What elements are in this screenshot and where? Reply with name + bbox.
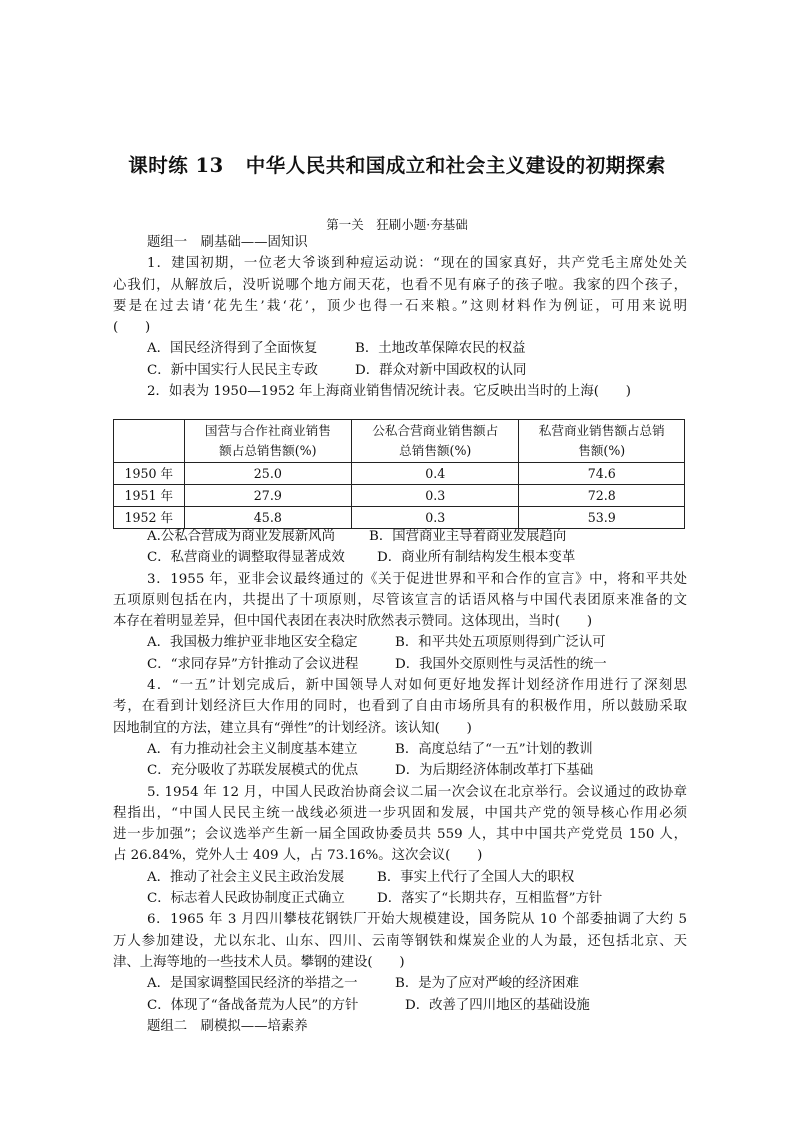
table-header-cell: 公私合营商业销售额占 总销售额(%) — [352, 420, 519, 463]
option-b[interactable]: B．和平共处五项原则得到广泛认可 — [395, 635, 606, 651]
option-d[interactable]: D．落实了“长期共存，互相监督”方针 — [377, 891, 603, 907]
table-header-row — [114, 420, 685, 463]
table-cell: 72.8 — [519, 485, 685, 507]
table-year-cell: 1950 年 — [114, 463, 185, 485]
option-a[interactable]: A．国民经济得到了全面恢复 — [147, 341, 318, 357]
question-1-options-row — [113, 360, 687, 381]
lesson-title: 中华人民共和国成立和社会主义建设的初期探索 — [245, 154, 666, 177]
option-a[interactable]: A．是国家调整国民经济的举措之一 — [147, 976, 358, 992]
option-b[interactable]: B．高度总结了“一五”计划的教训 — [395, 741, 593, 757]
lesson-number: 课时练 13 — [128, 154, 224, 177]
question-6-options-row — [113, 973, 687, 994]
table-cell: 27.9 — [184, 485, 351, 507]
option-d[interactable]: D．商业所有制结构发生根本变革 — [377, 550, 576, 566]
option-d[interactable]: D．改善了四川地区的基础设施 — [405, 997, 590, 1013]
question-1-options-row — [113, 338, 687, 359]
question-5-options-row — [113, 867, 687, 888]
question-1-line: 要是在过去请‘花先生’栽‘花’，顶少也得一石来粮。”这则材料作为例证，可用来说明 — [113, 298, 687, 314]
option-a[interactable]: A．有力推动社会主义制度基本建立 — [147, 741, 358, 757]
group-heading-1: 题组一 刷基础——固知识 — [147, 235, 308, 250]
question-2-stem: 2．如表为 1950—1952 年上海商业销售情况统计表。它反映出当时的上海( ) — [147, 384, 631, 400]
table-header-cell: 私营商业销售额占总销 售额(%) — [519, 420, 685, 463]
option-d[interactable]: D．我国外交原则性与灵活性的统一 — [395, 656, 607, 672]
question-5-options-row — [113, 888, 687, 909]
question-3-options-row — [113, 632, 687, 653]
table-cell: 74.6 — [519, 463, 685, 485]
question-5-line: 占 26.84%，党外人士 409 人，占 73.16%。这次会议( ) — [113, 848, 483, 864]
table-cell: 45.8 — [184, 507, 351, 529]
page-title — [0, 150, 794, 178]
question-4-line: 因地制宜的方法，建立具有“弹性”的计划经济。该认知( ) — [113, 720, 472, 736]
question-6-options-row — [113, 995, 687, 1016]
question-3-line: 本存在着明显差异，但中国代表团在表决时欣然表示赞同。这体现出，当时( ) — [113, 614, 593, 630]
question-3 — [113, 569, 687, 675]
option-a[interactable]: A.公私合营成为商业发展新风尚 — [147, 529, 336, 544]
option-a[interactable]: A．推动了社会主义民主政治发展 — [147, 869, 345, 885]
table-cell: 0.3 — [352, 485, 519, 507]
question-1-line: ( ) — [113, 320, 151, 336]
option-c[interactable]: C．私营商业的调整取得显著成效 — [147, 550, 345, 566]
table-cell: 53.9 — [519, 507, 685, 529]
question-4-line: 4．“一五”计划完成后，新中国领导人对如何更好地发挥计划经济作用进行了深刻思 — [147, 678, 687, 694]
option-c[interactable]: C．充分吸收了苏联发展模式的优点 — [147, 763, 359, 779]
group-heading-2: 题组二 刷模拟——培素养 — [147, 1018, 308, 1034]
question-5-line: 5. 1954 年 12 月，中国人民政治协商会议二届一次会议在北京举行。会议通过的政协章 — [147, 784, 687, 800]
question-4-options-row — [113, 760, 687, 781]
question-4 — [113, 675, 687, 781]
question-6-line: 津、上海等地的一些技术人员。攀钢的建设( ) — [113, 954, 405, 970]
option-b[interactable]: B．土地改革保障农民的权益 — [355, 341, 526, 357]
option-d[interactable]: D．群众对新中国政权的认同 — [355, 362, 527, 378]
option-c[interactable]: C．“求同存异”方针推动了会议进程 — [147, 656, 359, 672]
question-2-options-row — [113, 547, 687, 568]
question-6 — [113, 909, 687, 1015]
question-1 — [113, 253, 687, 381]
question-3-options-row — [113, 654, 687, 675]
question-2-options-row — [113, 526, 687, 547]
table-year-cell: 1952 年 — [114, 507, 185, 529]
question-6-line: 万人参加建设，尤以东北、山东、四川、云南等钢铁和煤炭企业的人为最，还包括北京、天 — [113, 933, 687, 949]
upper-content — [113, 232, 687, 402]
question-6-line: 6．1965 年 3 月四川攀枝花钢铁厂开始大规模建设，国务院从 10 个部委抽调了大约 5 — [147, 912, 687, 928]
table-cell: 0.3 — [352, 507, 519, 529]
option-c[interactable]: C．新中国实行人民民主专政 — [147, 362, 318, 378]
option-b[interactable]: B．是为了应对严峻的经济困难 — [395, 976, 579, 992]
table-cell: 25.0 — [184, 463, 351, 485]
option-c[interactable]: C．标志着人民政协制度正式确立 — [147, 891, 345, 907]
question-5 — [113, 782, 687, 910]
question-3-line: 五项原则包括在内，共提出了十项原则，尽管该宣言的话语风格与中国代表团原来准备的文 — [113, 592, 687, 608]
question-5-line: 程指出，“中国人民民主统一战线必须进一步巩固和发展，中国共产党的领导核心作用必须 — [113, 805, 687, 821]
option-b[interactable]: B．国营商业主导着商业发展趋向 — [369, 529, 567, 544]
table-header-cell: 国营与合作社商业销售 额占总销售额(%) — [184, 420, 351, 463]
table-cell: 0.4 — [352, 463, 519, 485]
question-5-line: 进一步加强”；会议选举产生新一届全国政协委员共 559 人，其中中国共产党党员 150 人， — [113, 827, 687, 843]
lower-content — [113, 526, 687, 1037]
table-row — [114, 463, 685, 485]
option-b[interactable]: B．事实上代行了全国人大的职权 — [377, 869, 575, 885]
option-a[interactable]: A．我国极力维护亚非地区安全稳定 — [147, 635, 358, 651]
option-c[interactable]: C．体现了“备战备荒为人民”的方针 — [147, 997, 359, 1013]
table-row — [114, 485, 685, 507]
question-1-line: 1．建国初期，一位老大爷谈到种痘运动说：“现在的国家真好，共产党毛主席处处关 — [147, 256, 687, 272]
table-corner-cell — [114, 420, 185, 463]
question-4-line: 考，在看到计划经济巨大作用的同时，也看到了自由市场所具有的积极作用，所以鼓励采取 — [113, 699, 687, 715]
sales-table — [113, 419, 685, 529]
table-year-cell: 1951 年 — [114, 485, 185, 507]
question-3-line: 3．1955 年，亚非会议最终通过的《关于促进世界和平和合作的宣言》中，将和平共处 — [147, 571, 687, 587]
question-1-line: 心我们，从解放后，没听说哪个地方闹天花，也看不见有麻子的孩子啦。我家的四个孩子， — [113, 277, 687, 293]
section-heading: 第一关 狂刷小题·夯基础 — [326, 217, 468, 232]
question-4-options-row — [113, 739, 687, 760]
option-d[interactable]: D．为后期经济体制改革打下基础 — [395, 763, 594, 779]
